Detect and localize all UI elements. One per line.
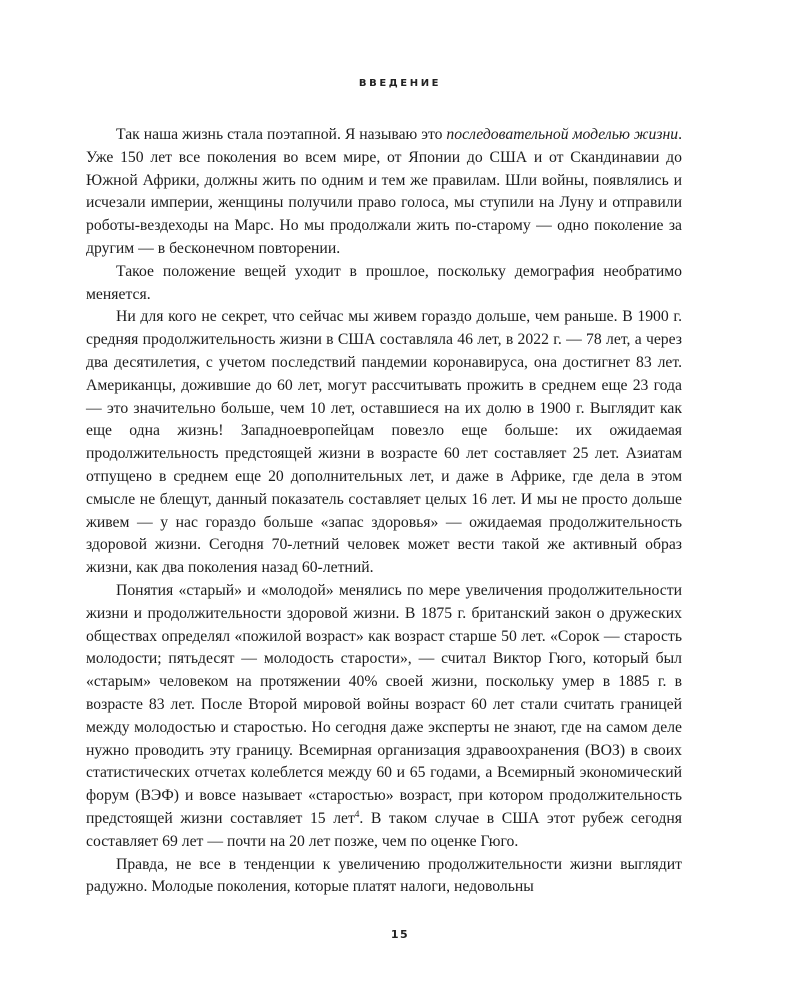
paragraph-text: Понятия «старый» и «молодой» менялись по мере увеличения продолжительности жизни и продолжительности здоровой жизни. В 1875 г. британский закон о дружеских обществах определял «пожилой возраст» как возраст старше 50 лет. «Сорок — старость молодости; пятьдесят — молодость старости», — считал Виктор Гюго, который был «старым» человеком на протяжении 40% своей жизни, поскольку умер в 1885 г. в возрасте 83 лет. После Второй мировой войны возраст 60 лет стали считать границей между молодостью и старостью. Но сегодня даже эксперты не знают, где на самом деле нужно проводить эту границу. Всемирная организация здравоохранения (ВОЗ) в своих статистических отчетах колеблется между 60 и 65 годами, а Всемирный экономический форум (ВЭФ) и вовсе называет «старостью» возраст, при котором продолжительность предстоящей жизни составляет 15 лет (86, 581, 682, 827)
paragraph-demography: Такое положение вещей уходит в прошлое, поскольку демография необратимо меняется. (86, 262, 682, 303)
paragraph-text: . Уже 150 лет все поколения во всем мире, от Японии до США и от Скандинавии до Южной Африки, должны жить по одним и тем же правилам. Шли войны, появлялись и исчезали империи, женщины получили право голоса, мы ступили на Луну и отправили роботы-вездеходы на Марс. Но мы продолжали жить по-старому — одно поколение за другим — в бесконечном повторении. (86, 126, 682, 257)
italic-term: последовательной моделью жизни (446, 126, 679, 143)
page-number: 15 (390, 928, 410, 941)
paragraph-old-and-young (86, 580, 682, 854)
footnote-marker[interactable]: 4 (354, 808, 360, 819)
paragraph-sequential-model (86, 124, 682, 261)
paragraph-life-expectancy: Ни для кого не секрет, что сейчас мы живем гораздо дольше, чем раньше. В 1900 г. средняя продолжительность жизни в США составляла 46 лет, в 2022 г. — 78 лет, а через два десятилетия, с учетом последствий пандемии коронавируса, она достигнет 83 лет. Американцы, дожившие до 60 лет, могут рассчитывать прожить в среднем еще 23 года — это значительно больше, чем 10 лет, оставшиеся на их долю в 1900 г. Выглядит как еще одна жизнь! Западноевропейцам повезло еще больше: их ожидаемая продолжительность предстоящей жизни в возрасте 60 лет составляет 25 лет. Азиатам отпущено в среднем еще 20 дополнительных лет, и даже в Африке, где дела в этом смысле не блещут, данный показатель составляет целых 16 лет. И мы не просто дольше живем — у нас гораздо больше «запас здоровья» — ожидаемая продолжительность здоровой жизни. Сегодня 70-летний человек может вести такой же активный образ жизни, как два поколения назад 60-летний. (86, 308, 682, 577)
running-head: ВВЕДЕНИЕ (358, 78, 442, 89)
paragraph-text: Так наша жизнь стала поэтапной. Я называю это (116, 126, 447, 143)
paragraph-text: . В таком случае в США этот рубеж сегодня составляет 69 лет — почти на 20 лет позже, чем по оценке Гюго. (86, 809, 682, 850)
body-text (86, 124, 682, 899)
paragraph-not-all-rosy: Правда, не все в тенденции к увеличению продолжительности жизни выглядит радужно. Молодые поколения, которые платят налоги, недовольны (86, 855, 682, 896)
